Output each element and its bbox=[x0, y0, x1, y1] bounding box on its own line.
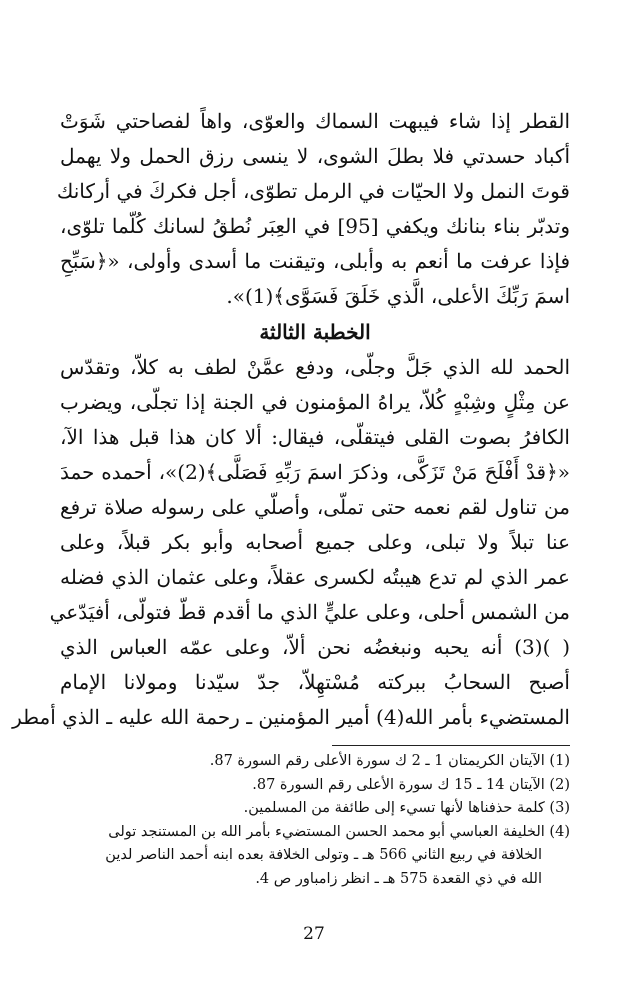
text-line: عنا تبلاً ولا تبلى، وعلى جميع أصحابه وأبو بكر قبلاً، وعلى bbox=[60, 530, 570, 554]
text-line: من تناول لقم نعمه حتى تملّى، وأصلّي على رسوله صلاة ترفع bbox=[60, 495, 570, 519]
text-line: أكباد حسدتي فلا بطلَ الشوى، لا ينسى رزق الحمل ولا يهمل bbox=[60, 144, 570, 168]
text-line: اسمَ رَبِّكَ الأعلى، الَّذي خَلَقَ فَسَوَّى﴾(1)». bbox=[226, 284, 570, 308]
footnote: (4) الخليفة العباسي أبو محمد الحسن المستضيء بأمر الله بن المستنجد تولى bbox=[108, 823, 570, 840]
text-line: فإذا عرفت ما أنعم به وأبلى، وتيقنت ما أسدى وأولى، «﴿سَبِّحِ bbox=[60, 249, 570, 273]
text-line: الكافرُ بصوت القلى فيتقلّى، فيقال: ألا كان هذا قبل هذا الآ، bbox=[60, 425, 570, 449]
footnote-divider bbox=[332, 745, 570, 746]
text-line: «﴿قدْ أَفْلَحَ مَنْ تَزَكَّى، وذكرَ اسمَ رَبِّهِ فَصَلَّى﴾(2)»، أحمده حمدَ bbox=[60, 460, 570, 484]
section-heading: الخطبة الثالثة bbox=[259, 320, 371, 344]
text-line: المستضيء بأمر الله(4) أمير المؤمنين ـ رحمة الله عليه ـ الذي أمطر bbox=[12, 705, 570, 729]
text-line: عمر الذي لم تدع هيبتُه لكسرى عقلاً، وعلى عثمان الذي فضله bbox=[60, 565, 570, 589]
text-line: وتدبّر بناء بنانك ويكفي [95] في العِبَر نُطقُ لسانك كُلّما تلوّى، bbox=[60, 214, 570, 238]
page-number: 27 bbox=[303, 924, 325, 944]
text-line: عن مِثْلٍ وشِبْهٍ كُلاّ، يراهُ المؤمنون في الجنة إذا تجلّى، ويضرب bbox=[60, 390, 570, 414]
text-line: من الشمس أحلى، وعلى عليٍّ الذي ما أقدم قطّ فتولّى، أفيَدّعي bbox=[49, 600, 570, 624]
footnote: (2) الآيتان 14 ـ 15 ك سورة الأعلى رقم السورة 87. bbox=[252, 776, 570, 793]
text-line: ( )(3) أنه يحبه ونبغضُه نحن ألاّ، وعلى عمّه العباس الذي bbox=[60, 635, 571, 659]
text-line: الحمد لله الذي جَلَّ وجلّى، ودفع عمَّنْ لطف به كلاّ، وتقدّس bbox=[60, 355, 570, 379]
text-line: القطر إذا شاء فيبهت السماك والعوّى، واهاً لفصاحتي شَوَتْ bbox=[60, 109, 570, 133]
footnote-continuation: الله في ذي القعدة 575 هـ ـ انظر زامباور ص 4. bbox=[255, 870, 542, 887]
text-line: أصبح السحابُ ببركته مُسْتهِلاّ، جدّ سيّدنا ومولانا الإمام bbox=[60, 670, 570, 694]
body-text bbox=[12, 104, 571, 735]
footnotes bbox=[58, 750, 570, 891]
text-line: قوتَ النمل ولا الحيّات في الرمل تطوّى، أجل فكركَ في أركانك bbox=[56, 179, 570, 203]
footnote: (1) الآيتان الكريمتان 1 ـ 2 ك سورة الأعلى رقم السورة 87. bbox=[209, 753, 570, 769]
footnote-continuation: الخلافة في ربيع الثاني 566 هـ ـ وتولى الخلافة بعده ابنه أحمد الناصر لدين bbox=[105, 847, 542, 863]
footnote: (3) كلمة حذفناها لأنها تسيء إلى طائفة من المسلمين. bbox=[243, 800, 570, 816]
